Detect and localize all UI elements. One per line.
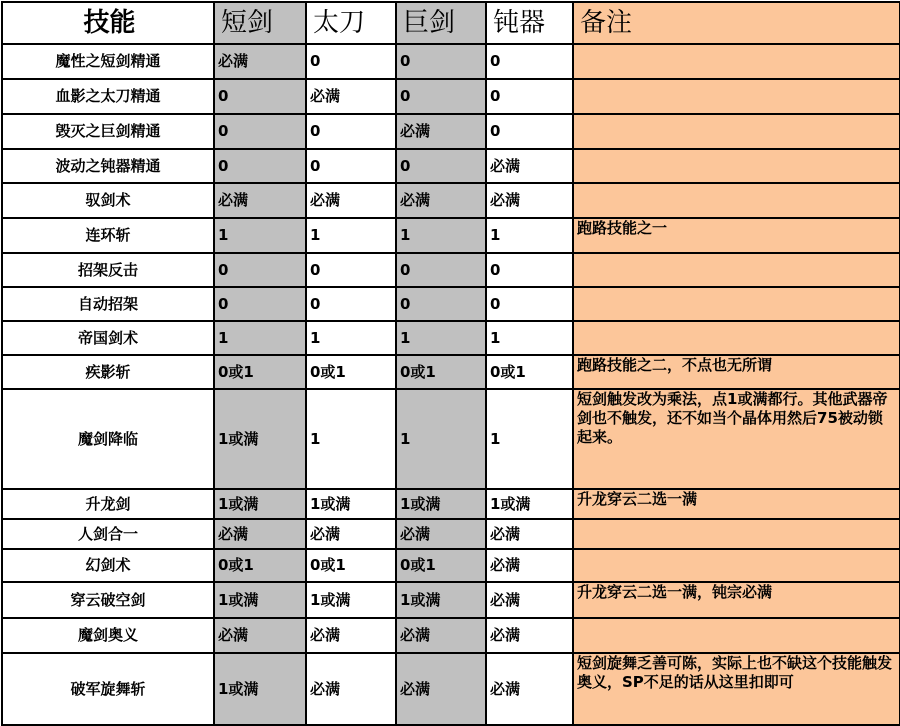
cell-short-sword: 0或1 [214, 355, 306, 389]
cell-katana: 必满 [306, 519, 396, 549]
cell-blunt: 0或1 [486, 355, 573, 389]
header-blunt: 钝器 [486, 2, 573, 44]
cell-short-sword: 必满 [214, 44, 306, 79]
cell-skill: 魔剑降临 [2, 389, 214, 489]
header-notes: 备注 [573, 2, 900, 44]
cell-katana: 必满 [306, 653, 396, 725]
cell-katana: 1或满 [306, 582, 396, 618]
cell-notes: 升龙穿云二选一满，钝宗必满 [573, 582, 900, 618]
cell-skill: 自动招架 [2, 287, 214, 321]
cell-notes: 升龙穿云二选一满 [573, 489, 900, 519]
cell-short-sword: 0 [214, 79, 306, 114]
cell-notes: 短剑触发改为乘法，点1或满都行。其他武器帝剑也不触发，还不如当个晶体用然后75被动锁起来。 [573, 389, 900, 489]
table-row [2, 549, 900, 582]
cell-katana: 1 [306, 389, 396, 489]
header-short-sword: 短剑 [214, 2, 306, 44]
table-body [2, 44, 900, 725]
cell-short-sword: 1或满 [214, 653, 306, 725]
header-row [2, 2, 900, 44]
cell-great-sword: 0或1 [396, 549, 486, 582]
cell-short-sword: 0 [214, 253, 306, 287]
cell-great-sword: 必满 [396, 653, 486, 725]
cell-notes [573, 79, 900, 114]
cell-katana: 1 [306, 218, 396, 253]
cell-skill: 驭剑术 [2, 183, 214, 218]
cell-blunt: 1 [486, 218, 573, 253]
cell-blunt: 1或满 [486, 489, 573, 519]
cell-great-sword: 必满 [396, 618, 486, 653]
cell-great-sword: 0或1 [396, 355, 486, 389]
table-row [2, 114, 900, 149]
cell-skill: 疾影斩 [2, 355, 214, 389]
cell-great-sword: 0 [396, 287, 486, 321]
cell-katana: 0 [306, 114, 396, 149]
cell-katana: 必满 [306, 79, 396, 114]
cell-skill: 升龙剑 [2, 489, 214, 519]
cell-notes [573, 44, 900, 79]
cell-blunt: 必满 [486, 653, 573, 725]
cell-skill: 破军旋舞斩 [2, 653, 214, 725]
cell-blunt: 必满 [486, 582, 573, 618]
cell-skill: 魔性之短剑精通 [2, 44, 214, 79]
cell-blunt: 0 [486, 114, 573, 149]
cell-great-sword: 0 [396, 253, 486, 287]
header-katana: 太刀 [306, 2, 396, 44]
cell-short-sword: 必满 [214, 618, 306, 653]
cell-short-sword: 1或满 [214, 389, 306, 489]
cell-katana: 必满 [306, 183, 396, 218]
cell-katana: 0 [306, 253, 396, 287]
table-row [2, 149, 900, 183]
cell-notes [573, 519, 900, 549]
cell-short-sword: 必满 [214, 519, 306, 549]
cell-short-sword: 0 [214, 114, 306, 149]
cell-great-sword: 必满 [396, 114, 486, 149]
cell-blunt: 必满 [486, 549, 573, 582]
cell-skill: 毁灭之巨剑精通 [2, 114, 214, 149]
cell-blunt: 0 [486, 44, 573, 79]
cell-short-sword: 0或1 [214, 549, 306, 582]
cell-skill: 连环斩 [2, 218, 214, 253]
cell-notes [573, 549, 900, 582]
cell-notes [573, 287, 900, 321]
table-row [2, 582, 900, 618]
header-skill: 技能 [2, 2, 214, 44]
cell-skill: 波动之钝器精通 [2, 149, 214, 183]
cell-blunt: 必满 [486, 519, 573, 549]
cell-short-sword: 1或满 [214, 582, 306, 618]
table-row [2, 355, 900, 389]
cell-blunt: 0 [486, 287, 573, 321]
cell-katana: 0 [306, 44, 396, 79]
cell-katana: 0或1 [306, 355, 396, 389]
cell-great-sword: 1 [396, 389, 486, 489]
cell-great-sword: 0 [396, 79, 486, 114]
cell-katana: 1 [306, 321, 396, 355]
table-row [2, 618, 900, 653]
table-row [2, 79, 900, 114]
cell-blunt: 0 [486, 253, 573, 287]
cell-blunt: 1 [486, 389, 573, 489]
cell-notes [573, 149, 900, 183]
cell-notes [573, 183, 900, 218]
cell-great-sword: 必满 [396, 519, 486, 549]
cell-skill: 招架反击 [2, 253, 214, 287]
table-row [2, 653, 900, 725]
table-row [2, 218, 900, 253]
cell-short-sword: 0 [214, 149, 306, 183]
table-row [2, 489, 900, 519]
table-row [2, 519, 900, 549]
cell-short-sword: 1 [214, 321, 306, 355]
table-row [2, 287, 900, 321]
cell-great-sword: 必满 [396, 183, 486, 218]
cell-katana: 0 [306, 287, 396, 321]
cell-skill: 幻剑术 [2, 549, 214, 582]
cell-blunt: 0 [486, 79, 573, 114]
cell-notes: 短剑旋舞乏善可陈，实际上也不缺这个技能触发奥义，SP不足的话从这里扣即可 [573, 653, 900, 725]
table-row [2, 321, 900, 355]
cell-notes [573, 618, 900, 653]
cell-blunt: 1 [486, 321, 573, 355]
cell-short-sword: 1或满 [214, 489, 306, 519]
table-row [2, 389, 900, 489]
cell-great-sword: 1或满 [396, 489, 486, 519]
cell-short-sword: 必满 [214, 183, 306, 218]
cell-notes: 跑路技能之一 [573, 218, 900, 253]
cell-blunt: 必满 [486, 149, 573, 183]
header-great-sword: 巨剑 [396, 2, 486, 44]
cell-skill: 穿云破空剑 [2, 582, 214, 618]
cell-blunt: 必满 [486, 618, 573, 653]
cell-notes [573, 253, 900, 287]
cell-notes: 跑路技能之二，不点也无所谓 [573, 355, 900, 389]
cell-katana: 0或1 [306, 549, 396, 582]
cell-katana: 必满 [306, 618, 396, 653]
cell-short-sword: 0 [214, 287, 306, 321]
cell-skill: 血影之太刀精通 [2, 79, 214, 114]
cell-skill: 帝国剑术 [2, 321, 214, 355]
table-row [2, 253, 900, 287]
cell-skill: 人剑合一 [2, 519, 214, 549]
cell-blunt: 必满 [486, 183, 573, 218]
cell-great-sword: 0 [396, 149, 486, 183]
cell-great-sword: 1或满 [396, 582, 486, 618]
cell-great-sword: 1 [396, 321, 486, 355]
cell-katana: 1或满 [306, 489, 396, 519]
skill-table [1, 1, 900, 726]
cell-great-sword: 0 [396, 44, 486, 79]
cell-great-sword: 1 [396, 218, 486, 253]
table-row [2, 44, 900, 79]
cell-notes [573, 114, 900, 149]
cell-notes [573, 321, 900, 355]
table-row [2, 183, 900, 218]
cell-katana: 0 [306, 149, 396, 183]
cell-skill: 魔剑奥义 [2, 618, 214, 653]
cell-short-sword: 1 [214, 218, 306, 253]
